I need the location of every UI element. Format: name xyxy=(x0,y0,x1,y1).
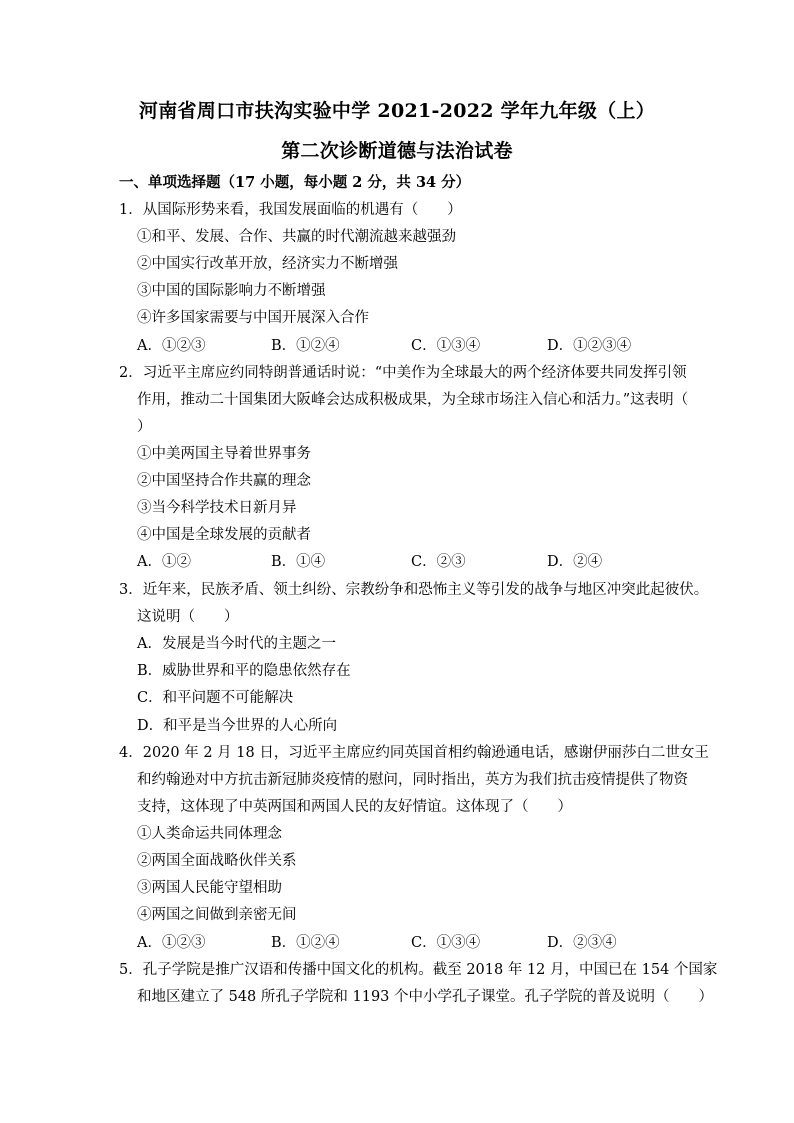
question-1-item: ②中国实行改革开放，经济实力不断增强 xyxy=(137,256,398,272)
question-4-option-b: B．①②④ xyxy=(271,935,340,951)
question-4-option-d: D．②③④ xyxy=(547,935,617,951)
question-4-item: ③两国人民能守望相助 xyxy=(137,880,282,896)
exam-title-line-1: 河南省周口市扶沟实验中学 2021-2022 学年九年级（上） xyxy=(138,100,656,122)
question-5-stem-line-1: 5．孔子学院是推广汉语和传播中国文化的机构。截至 2018 年 12 月，中国已在 154 个国家 xyxy=(119,962,718,978)
question-4-item: ①人类命运共同体理念 xyxy=(137,826,282,842)
question-2-stem-line-2: 作用，推动二十国集团大阪峰会达成积极成果，为全球市场注入信心和活力。”这表明（ xyxy=(137,392,689,408)
question-1-item: ③中国的国际影响力不断增强 xyxy=(137,283,326,299)
question-2-item: ②中国坚持合作共赢的理念 xyxy=(137,473,311,489)
question-3-choice-b: B．威胁世界和平的隐患依然存在 xyxy=(137,663,351,679)
question-2-option-d: D．②④ xyxy=(547,554,603,570)
question-2-item: ③当今科学技术日新月异 xyxy=(137,500,297,516)
question-4-item: ②两国全面战略伙伴关系 xyxy=(137,853,297,869)
question-2-item: ①中美两国主导着世界事务 xyxy=(137,446,311,462)
question-1-item: ④许多国家需要与中国开展深入合作 xyxy=(137,310,369,326)
question-3-stem-line-2: 这说明（ ） xyxy=(137,609,239,625)
question-2-option-b: B．①④ xyxy=(271,554,326,570)
question-2-item: ④中国是全球发展的贡献者 xyxy=(137,527,311,543)
question-4-option-a: A．①②③ xyxy=(137,935,206,951)
question-1-option-a: A．①②③ xyxy=(137,338,206,354)
question-4-stem-line-2: 和约翰逊对中方抗击新冠肺炎疫情的慰问，同时指出，英方为我们抗击疫情提供了物资 xyxy=(137,772,688,788)
question-2-option-c: C．②③ xyxy=(411,554,466,570)
section-heading: 一、单项选择题（17 小题，每小题 2 分，共 34 分） xyxy=(119,174,471,191)
question-3-choice-d: D．和平是当今世界的人心所向 xyxy=(137,718,338,734)
question-2-stem-line-3: ） xyxy=(137,419,152,435)
question-3-choice-c: C．和平问题不可能解决 xyxy=(137,690,294,706)
question-1-option-d: D．①②③④ xyxy=(547,338,632,354)
question-3-choice-a: A．发展是当今时代的主题之一 xyxy=(137,636,336,652)
question-4-stem-line-3: 支持，这体现了中英两国和两国人民的友好情谊。这体现了（ ） xyxy=(137,799,572,815)
question-2-option-a: A．①② xyxy=(137,554,191,570)
question-1-option-b: B．①②④ xyxy=(271,338,340,354)
exam-title-line-2: 第二次诊断道德与法治试卷 xyxy=(281,140,513,162)
question-1-option-c: C．①③④ xyxy=(411,338,481,354)
question-4-item: ④两国之间做到亲密无间 xyxy=(137,907,297,923)
question-2-stem-line-1: 2．习近平主席应约同特朗普通话时说：“中美作为全球最大的两个经济体要共同发挥引领 xyxy=(119,365,687,381)
question-1-stem: 1．从国际形势来看，我国发展面临的机遇有（ ） xyxy=(119,202,462,218)
question-4-stem-line-1: 4．2020 年 2 月 18 日，习近平主席应约同英国首相约翰逊通电话，感谢伊丽莎白二世女王 xyxy=(119,745,709,761)
question-4-option-c: C．①③④ xyxy=(411,935,481,951)
question-1-item: ①和平、发展、合作、共赢的时代潮流越来越强劲 xyxy=(137,229,456,245)
question-5-stem-line-2: 和地区建立了 548 所孔子学院和 1193 个中小学孔子课堂。孔子学院的普及说明（ ） xyxy=(137,989,714,1005)
question-3-stem-line-1: 3．近年来，民族矛盾、领土纠纷、宗教纷争和恐怖主义等引发的战争与地区冲突此起彼伏。 xyxy=(119,582,709,598)
